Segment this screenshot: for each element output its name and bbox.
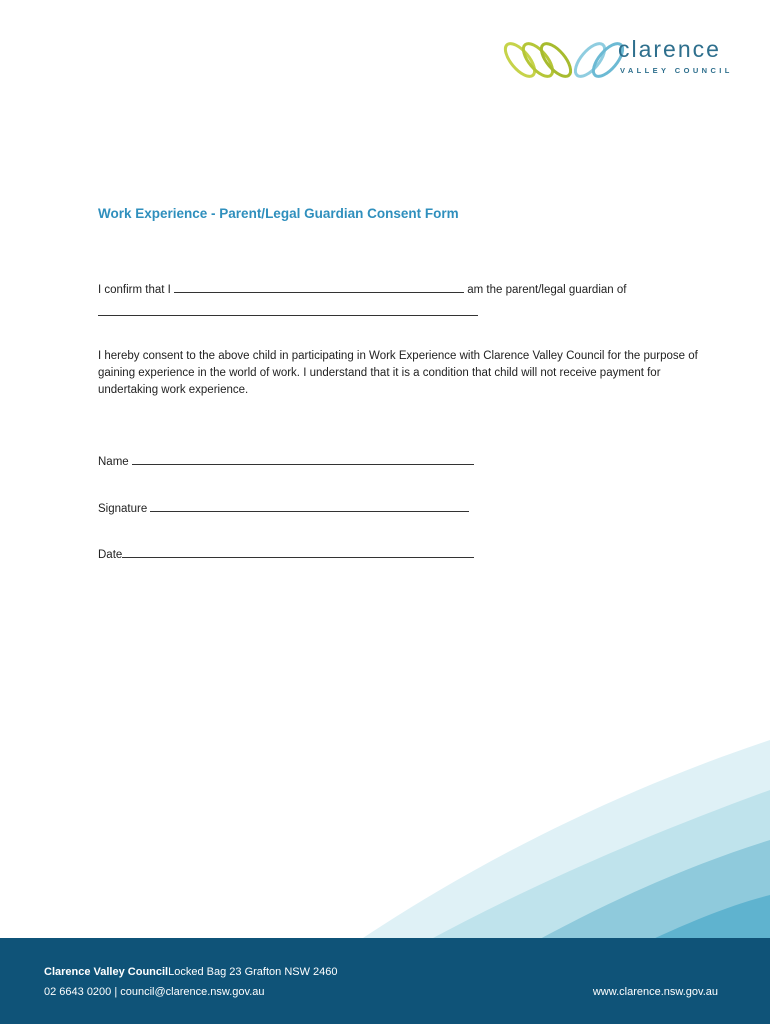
guardian-name-field[interactable]: [174, 281, 464, 293]
confirm-prefix: I confirm that I: [98, 284, 171, 296]
council-logo: [498, 36, 738, 84]
consent-paragraph: I hereby consent to the above child in participating in Work Experience with Clarence Valley Council for the purpose of gaining experience in the world of work. I understand that it is a condition that child will not receive payment for undertaking work experience.: [98, 350, 698, 396]
footer-website-link[interactable]: www.clarence.nsw.gov.au: [592, 986, 718, 998]
logo-wordmark: clarence: [618, 36, 721, 62]
signature-label: Signature: [98, 503, 148, 515]
decorative-wave: [0, 730, 770, 960]
signature-line: [98, 500, 469, 515]
name-label: Name: [98, 456, 129, 468]
date-label: Date: [98, 549, 123, 561]
name-line: [98, 453, 474, 468]
logo-rings-icon: [498, 36, 628, 84]
footer-contact: 02 6643 0200 | council@clarence.nsw.gov.au: [44, 986, 265, 998]
footer: [0, 938, 770, 1024]
name-field[interactable]: [132, 453, 474, 465]
confirm-line: [98, 281, 626, 296]
signature-field[interactable]: [150, 500, 469, 512]
confirm-suffix: am the parent/legal guardian of: [467, 284, 627, 296]
child-name-field[interactable]: [98, 304, 478, 316]
date-line: [98, 546, 474, 561]
date-field[interactable]: [122, 546, 474, 558]
logo-subtitle: VALLEY COUNCIL: [620, 66, 733, 75]
footer-address: Locked Bag 23 Grafton NSW 2460: [168, 966, 338, 978]
form-title: Work Experience - Parent/Legal Guardian Consent Form: [98, 206, 459, 221]
footer-org-name: Clarence Valley Council: [44, 966, 169, 978]
footer-address-line: [44, 966, 338, 978]
child-name-line: [98, 304, 478, 319]
